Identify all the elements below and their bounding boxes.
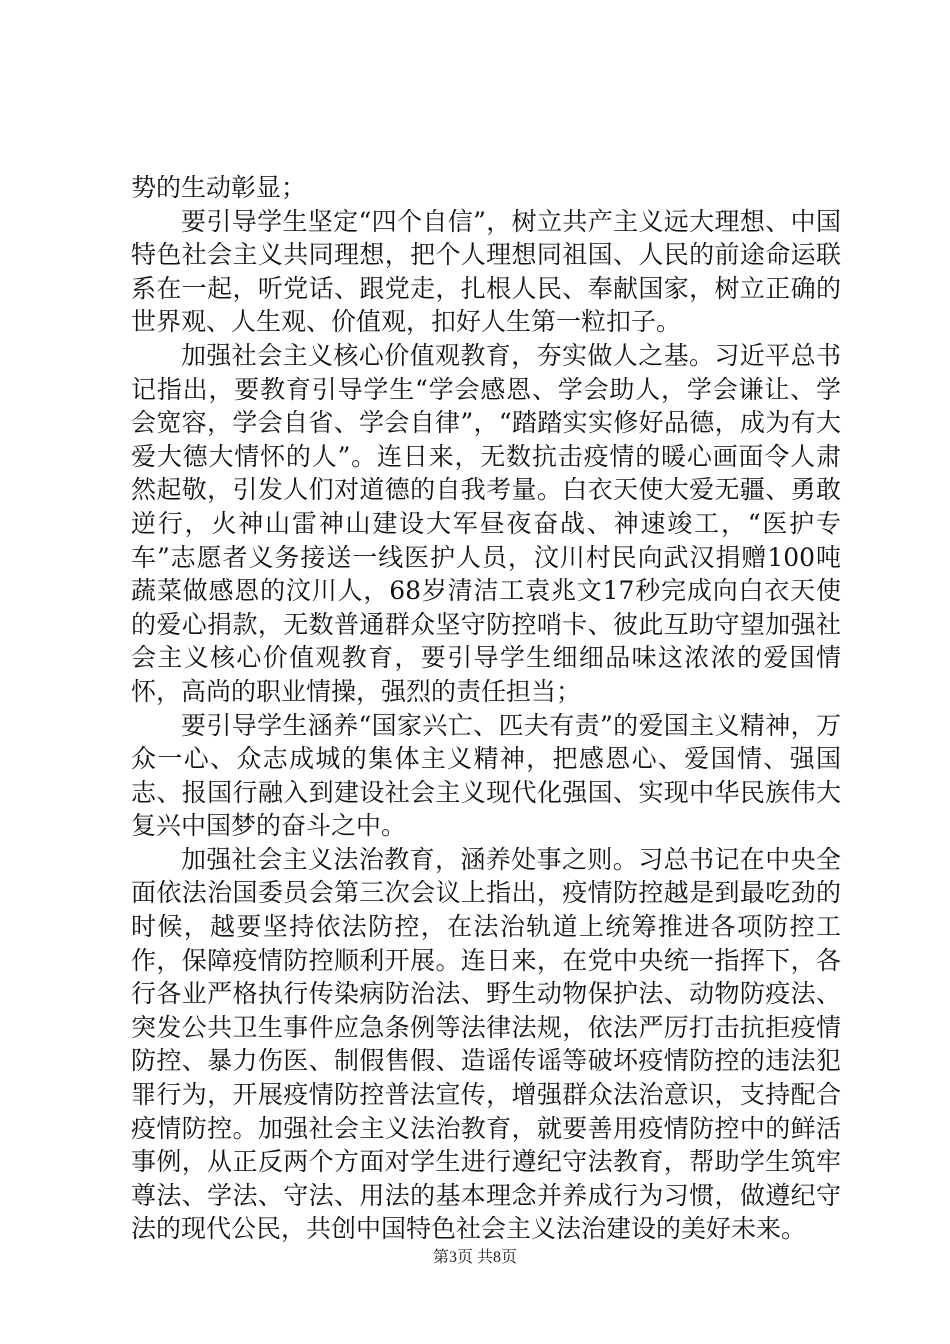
paragraph-rule-of-law-education: 加强社会主义法治教育，涵养处事之则。习总书记在中央全面依法治国委员会第三次会议上指出，疫情防控越是到最吃劲的时候，越要坚持依法防控，在法治轨道上统筹推进各项防控工作，保障疫情防控顺利开展。连日来，在党中央统一指挥下，各行各业严格执行传染病防治法、野生动物保护法、动物防疫法、突发公共卫生事件应急条例等法律法规，依法严厉打击抗拒疫情防控、暴力伤医、制假售假、造谣传谣等破坏疫情防控的违法犯罪行为，开展疫情防控普法宣传，增强群众法治意识，支持配合疫情防控。加强社会主义法治教育，就要善用疫情防控中的鲜活事例，从正反两个方面对学生进行遵纪守法教育，帮助学生筑牢尊法、学法、守法、用法的基本理念并养成行为习惯，做遵纪守法的现代公民，共创中国特色社会主义法治建设的美好未来。	[131, 844, 841, 1244]
paragraph-continuation: 势的生动彰显；	[131, 173, 307, 202]
paragraph-four-confidences: 要引导学生坚定“四个自信”，树立共产主义远大理想、中国特色社会主义共同理想，把个人理想同祖国、人民的前途命运联系在一起，听党话、跟党走，扎根人民、奉献国家，树立正确的世界观、人生观、价值观，扣好人生第一粒扣子。	[131, 206, 841, 337]
paragraph-core-values-education: 加强社会主义核心价值观教育，夯实做人之基。习近平总书记指出，要教育引导学生“学会感恩、学会助人，学会谦让、学会宽容，学会自省、学会自律”，“踏踏实实修好品德，成为有大爱大德大情怀的人”。连日来，无数抗击疫情的暖心画面令人肃然起敬，引发人们对道德的自我考量。白衣天使大爱无疆、勇敢逆行，火神山雷神山建设大军昼夜奋战、神速竣工，“医护专车”志愿者义务接送一线医护人员，汶川村民向武汉捐赠100吨蔬菜做感恩的汶川人，68岁清洁工袁兆文17秒完成向白衣天使的爱心捐款，无数普通群众坚守防控哨卡、彼此互助守望加强社会主义核心价值观教育，要引导学生细细品味这浓浓的爱国情怀，高尚的职业情操，强烈的责任担当；	[131, 340, 841, 706]
page-number-footer: 第3页 共8页	[432, 1249, 517, 1266]
document-body	[131, 171, 841, 1246]
paragraph-patriotism: 要引导学生涵养“国家兴亡、匹夫有责”的爱国主义精神，万众一心、众志成城的集体主义精神，把感恩心、爱国情、强国志、报国行融入到建设社会主义现代化强国、实现中华民族伟大复兴中国梦的奋斗之中。	[131, 710, 841, 841]
